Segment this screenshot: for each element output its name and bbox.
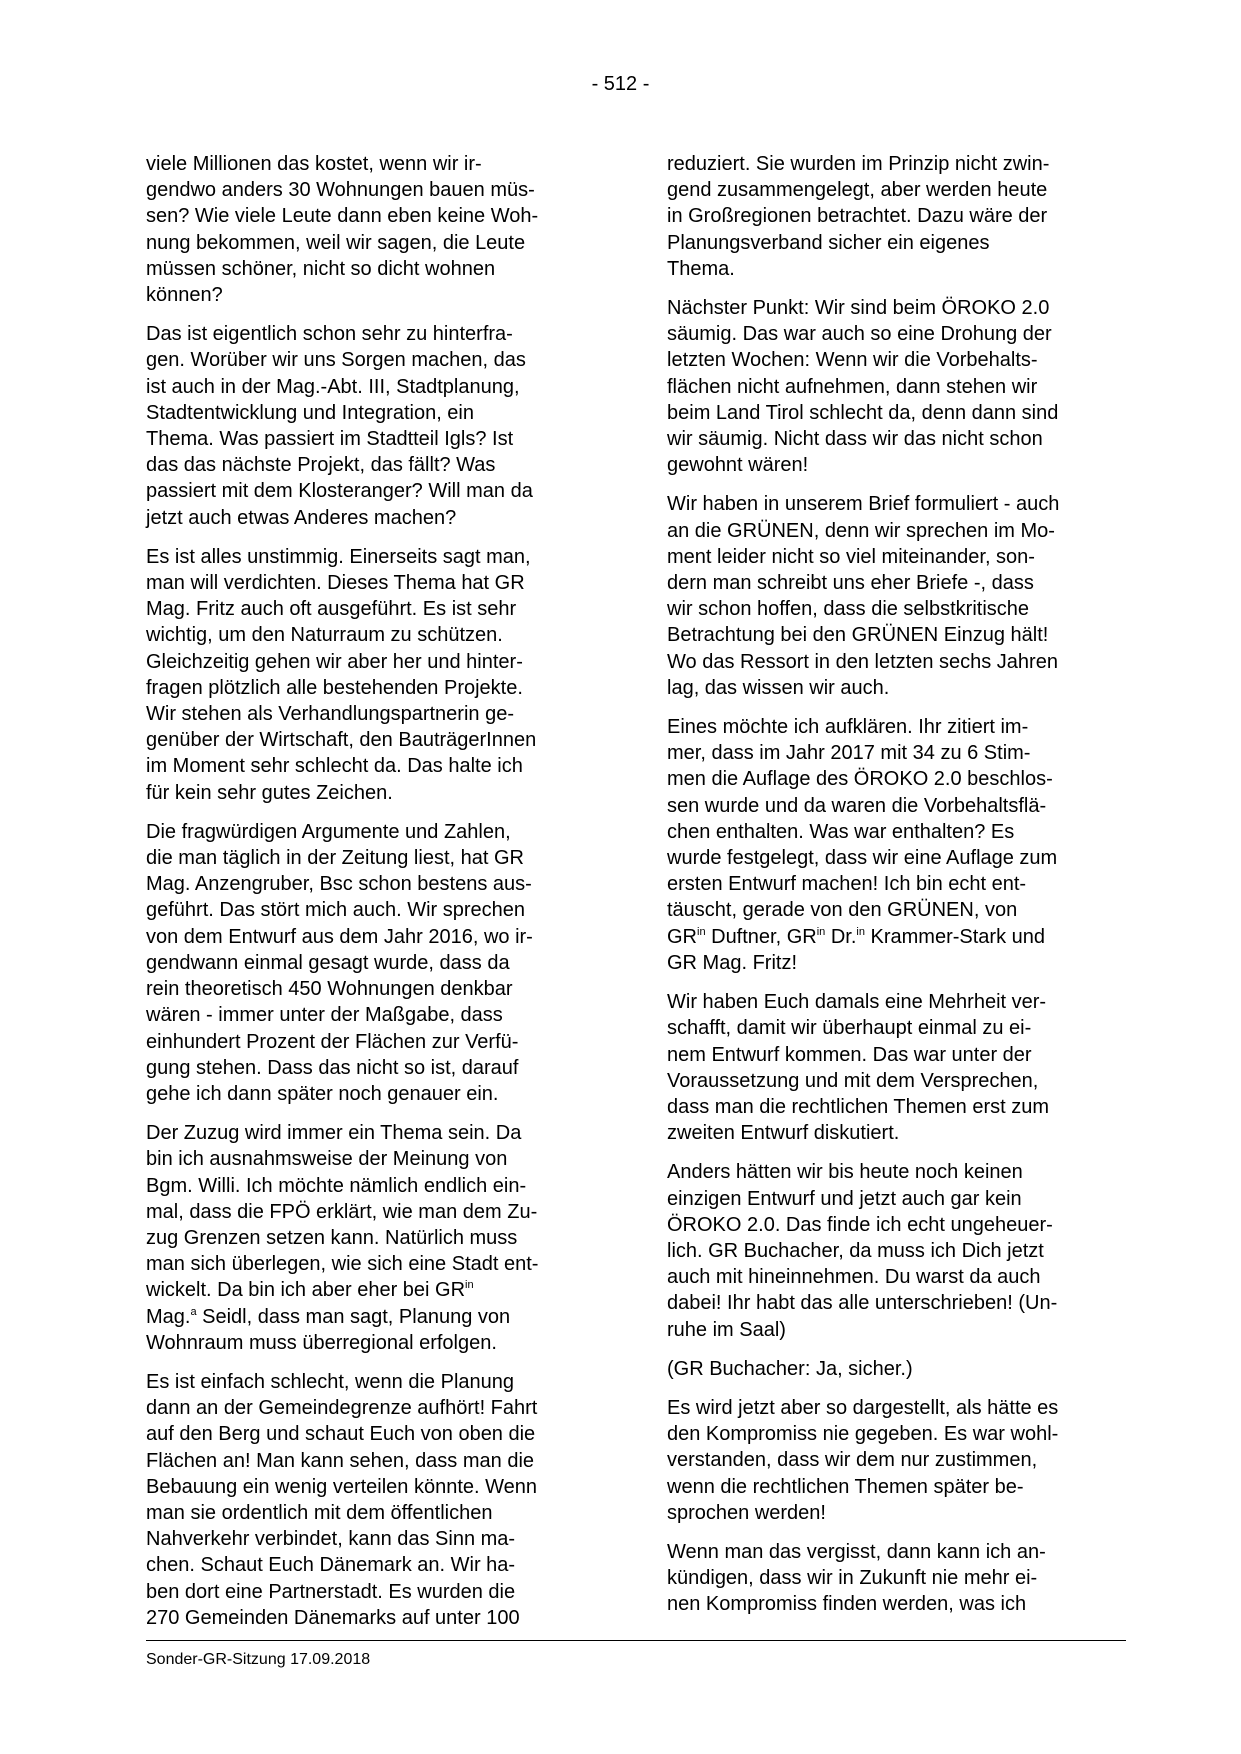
text-line: kündigen, dass wir in Zukunft nie mehr ei-: [667, 1567, 1038, 1590]
paragraph: [146, 819, 606, 1107]
text-line: nen Kompromiss finden werden, was ich: [667, 1593, 1027, 1616]
text-line: [667, 924, 1127, 950]
text-line: Betrachtung bei den GRÜNEN Einzug hält!: [667, 624, 1049, 647]
text-line: wir säumig. Nicht dass wir das nicht schon: [667, 428, 1043, 451]
text-line: Voraussetzung und mit dem Versprechen,: [667, 1069, 1039, 1092]
text-line: Wir haben in unserem Brief formuliert - auch: [667, 493, 1060, 516]
text-line: dabei! Ihr habt das alle unterschrieben! (Un-: [667, 1292, 1058, 1315]
text-line: mal, dass die FPÖ erklärt, wie man dem Zu-: [146, 1200, 538, 1223]
text-line: flächen nicht aufnehmen, dann stehen wir: [667, 375, 1038, 398]
text-line: man sie ordentlich mit dem öffentlichen: [146, 1501, 493, 1524]
text-line: nung bekommen, weil wir sagen, die Leute: [146, 231, 526, 254]
text-line: müssen schöner, nicht so dicht wohnen: [146, 257, 496, 280]
text-line: gung stehen. Dass das nicht so ist, darauf: [146, 1056, 519, 1079]
text-line: das das nächste Projekt, das fällt? Was: [146, 454, 496, 477]
text-line: von dem Entwurf aus dem Jahr 2016, wo ir-: [146, 925, 533, 948]
text-segment: Dr.: [825, 925, 857, 948]
text-line: wichtig, um den Naturraum zu schützen.: [146, 624, 503, 647]
text-line: ist auch in der Mag.-Abt. III, Stadtplanung,: [146, 375, 520, 398]
text-line: reduziert. Sie wurden im Prinzip nicht zwin-: [667, 153, 1050, 175]
paragraph: [667, 989, 1127, 1146]
text-line: lich. GR Buchacher, da muss ich Dich jetzt: [667, 1239, 1044, 1262]
text-line: Nahverkehr verbindet, kann das Sinn ma-: [146, 1528, 516, 1551]
text-line: man will verdichten. Dieses Thema hat GR: [146, 572, 525, 595]
text-line: Der Zuzug wird immer ein Thema sein. Da: [146, 1122, 522, 1145]
text-line: Es ist einfach schlecht, wenn die Planung: [146, 1370, 514, 1393]
text-line: viele Millionen das kostet, wenn wir ir-: [146, 153, 482, 175]
text-line: lag, das wissen wir auch.: [667, 676, 890, 699]
text-line: gendwann einmal gesagt wurde, dass da: [146, 951, 510, 974]
text-line: (GR Buchacher: Ja, sicher.): [667, 1357, 913, 1380]
text-line: ÖROKO 2.0. Das finde ich echt ungeheuer-: [667, 1213, 1053, 1236]
text-line: gen. Worüber wir uns Sorgen machen, das: [146, 349, 526, 372]
text-line: bin ich ausnahmsweise der Meinung von: [146, 1148, 508, 1171]
text-line: sen? Wie viele Leute dann eben keine Woh-: [146, 205, 539, 228]
text-line: dass man die rechtlichen Themen erst zum: [667, 1095, 1050, 1118]
superscript: in: [856, 925, 865, 938]
paragraph: [667, 1539, 1127, 1618]
text-line: können?: [146, 284, 223, 307]
text-line: wären - immer unter der Maßgabe, dass: [146, 1004, 503, 1027]
text-line: Es wird jetzt aber so dargestellt, als hätte es: [667, 1396, 1059, 1419]
paragraph: [667, 714, 1127, 976]
paragraph: [146, 321, 606, 531]
text-line: 270 Gemeinden Dänemarks auf unter 100: [146, 1606, 520, 1629]
text-line: im Moment sehr schlecht da. Das halte ich: [146, 755, 523, 778]
text-line: Thema.: [667, 257, 735, 280]
text-line: Wir stehen als Verhandlungspartnerin ge-: [146, 703, 514, 726]
text-line: wenn die rechtlichen Themen später be-: [667, 1475, 1024, 1498]
right-column: [667, 151, 1127, 1631]
superscript: a: [190, 1305, 197, 1318]
paragraph: [146, 1369, 606, 1631]
paragraph: [667, 295, 1127, 478]
text-line: Nächster Punkt: Wir sind beim ÖROKO 2.0: [667, 297, 1050, 320]
text-line: Eines möchte ich aufklären. Ihr zitiert im-: [667, 716, 1029, 739]
text-line: Bgm. Willi. Ich möchte nämlich endlich ein-: [146, 1174, 527, 1197]
text-line: Flächen an! Man kann sehen, dass man die: [146, 1449, 535, 1472]
text-line: Anders hätten wir bis heute noch keinen: [667, 1161, 1023, 1184]
text-line: Wenn man das vergisst, dann kann ich an-: [667, 1540, 1046, 1563]
text-line: Mag. Fritz auch oft ausgeführt. Es ist sehr: [146, 598, 517, 621]
text-line: verstanden, dass wir dem nur zustimmen,: [667, 1449, 1038, 1472]
text-line: Wo das Ressort in den letzten sechs Jahren: [667, 650, 1058, 673]
paragraph: [146, 151, 606, 308]
text-line: man sich überlegen, wie sich eine Stadt ent-: [146, 1253, 539, 1276]
text-line: auf den Berg und schaut Euch von oben die: [146, 1423, 536, 1446]
paragraph: [667, 1395, 1127, 1526]
text-line: genüber der Wirtschaft, den BauträgerInnen: [146, 729, 537, 752]
text-line: ment leider nicht so viel miteinander, son-: [667, 545, 1035, 568]
text-line: mer, dass im Jahr 2017 mit 34 zu 6 Stim-: [667, 742, 1031, 765]
text-line: beim Land Tirol schlecht da, denn dann sind: [667, 401, 1059, 424]
text-line: chen. Schaut Euch Dänemark an. Wir ha-: [146, 1554, 516, 1577]
text-line: wir schon hoffen, dass die selbstkritische: [667, 598, 1030, 621]
text-line: Wir haben Euch damals eine Mehrheit ver-: [667, 991, 1047, 1014]
paragraph: [667, 491, 1127, 701]
text-line: dann an der Gemeindegrenze aufhört! Fahrt: [146, 1397, 538, 1420]
superscript: in: [697, 925, 706, 938]
text-line: den Kompromiss nie gegeben. Es war wohl-: [667, 1423, 1059, 1446]
paragraph: [667, 1159, 1127, 1342]
paragraph: [146, 544, 606, 806]
text-line: Das ist eigentlich schon sehr zu hinterfra-: [146, 323, 513, 346]
text-segment: wickelt. Da bin ich aber eher bei GR: [146, 1279, 466, 1302]
footer-divider: [146, 1640, 1126, 1641]
text-line: sen wurde und da waren die Vorbehaltsflä-: [667, 794, 1047, 817]
text-line: auch mit hineinnehmen. Du warst da auch: [667, 1266, 1041, 1289]
superscript: in: [816, 925, 826, 938]
text-line: fragen plötzlich alle bestehenden Projekte.: [146, 676, 523, 699]
text-line: sprochen werden!: [667, 1501, 826, 1524]
text-line: Gleichzeitig gehen wir aber her und hinter-: [146, 650, 523, 673]
text-segment: Seidl, dass man sagt, Planung von: [196, 1305, 511, 1328]
text-line: gend zusammengelegt, aber werden heute: [667, 179, 1048, 202]
text-line: in Großregionen betrachtet. Dazu wäre der: [667, 205, 1048, 228]
text-segment: GR: [667, 925, 697, 948]
text-line: Es ist alles unstimmig. Einerseits sagt man,: [146, 545, 531, 568]
text-line: an die GRÜNEN, denn wir sprechen im Mo-: [667, 519, 1055, 542]
text-line: ruhe im Saal): [667, 1318, 786, 1341]
superscript: in: [465, 1279, 474, 1292]
text-line: zweiten Entwurf diskutiert.: [667, 1122, 900, 1145]
paragraph: [146, 1120, 606, 1356]
text-line: men die Auflage des ÖROKO 2.0 beschlos-: [667, 768, 1053, 791]
text-line: jetzt auch etwas Anderes machen?: [146, 506, 457, 529]
left-column: [146, 151, 606, 1644]
text-segment: Duftner, GR: [705, 925, 817, 948]
text-line: gendwo anders 30 Wohnungen bauen müs-: [146, 179, 535, 202]
text-line: einzigen Entwurf und jetzt auch gar kein: [667, 1187, 1022, 1210]
text-line: Thema. Was passiert im Stadtteil Igls? Ist: [146, 428, 514, 451]
text-line: [146, 1277, 606, 1303]
text-line: gehe ich dann später noch genauer ein.: [146, 1082, 499, 1105]
text-line: Stadtentwicklung und Integration, ein: [146, 401, 474, 424]
text-line: dern man schreibt uns eher Briefe -, dass: [667, 572, 1034, 595]
page-number: - 512 -: [591, 73, 650, 95]
text-line: die man täglich in der Zeitung liest, hat GR: [146, 847, 524, 870]
text-line: wurde festgelegt, dass wir eine Auflage zum: [667, 847, 1058, 870]
text-line: Wohnraum muss überregional erfolgen.: [146, 1331, 497, 1354]
text-line: schafft, damit wir überhaupt einmal zu ei-: [667, 1017, 1032, 1040]
text-line: letzten Wochen: Wenn wir die Vorbehalts-: [667, 349, 1038, 372]
paragraph: [667, 151, 1127, 282]
text-line: Mag. Anzengruber, Bsc schon bestens aus-: [146, 873, 532, 896]
text-line: rein theoretisch 450 Wohnungen denkbar: [146, 978, 513, 1001]
text-segment: Mag.: [146, 1305, 191, 1328]
footer-text: Sonder-GR-Sitzung 17.09.2018: [146, 1651, 371, 1668]
text-line: einhundert Prozent der Flächen zur Verfü-: [146, 1030, 519, 1053]
text-line: zug Grenzen setzen kann. Natürlich muss: [146, 1226, 518, 1249]
text-line: ben dort eine Partnerstadt. Es wurden die: [146, 1580, 516, 1603]
text-line: gewohnt wären!: [667, 454, 809, 477]
text-line: chen enthalten. Was war enthalten? Es: [667, 820, 1015, 843]
text-line: säumig. Das war auch so eine Drohung der: [667, 323, 1052, 346]
text-line: Bebauung ein wenig verteilen könnte. Wenn: [146, 1475, 538, 1498]
paragraph: [667, 1356, 1127, 1382]
text-line: für kein sehr gutes Zeichen.: [146, 781, 393, 804]
text-line: Die fragwürdigen Argumente und Zahlen,: [146, 820, 511, 843]
text-segment: Krammer-Stark und: [864, 925, 1046, 948]
text-line: [146, 1304, 606, 1330]
text-line: passiert mit dem Klosteranger? Will man da: [146, 480, 533, 503]
text-line: GR Mag. Fritz!: [667, 951, 798, 974]
text-line: täuscht, gerade von den GRÜNEN, von: [667, 899, 1018, 922]
text-line: Planungsverband sicher ein eigenes: [667, 231, 990, 254]
text-line: ersten Entwurf machen! Ich bin echt ent-: [667, 873, 1027, 896]
text-line: geführt. Das stört mich auch. Wir sprechen: [146, 899, 526, 922]
text-line: nem Entwurf kommen. Das war unter der: [667, 1043, 1032, 1066]
